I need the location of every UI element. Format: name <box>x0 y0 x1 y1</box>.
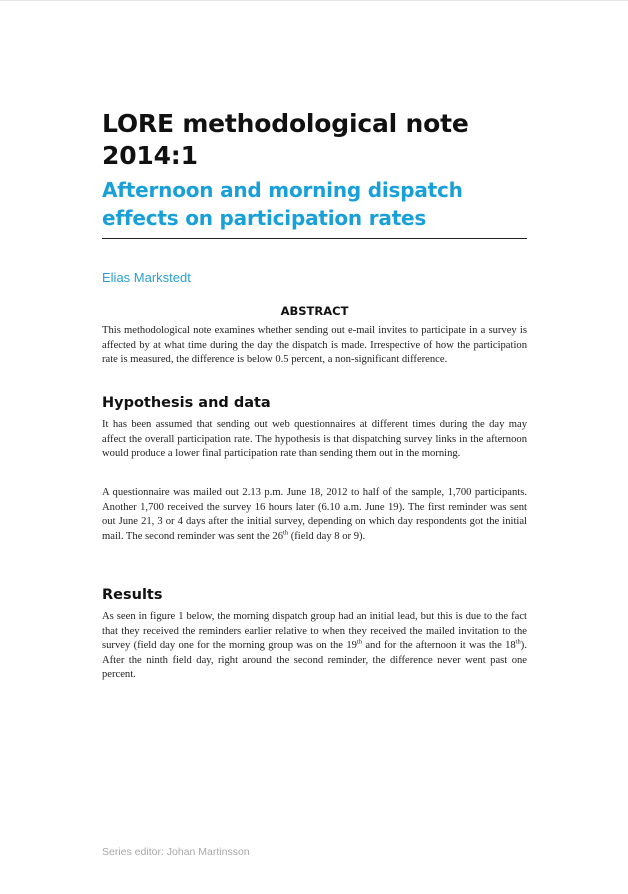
results-paragraph <box>102 610 527 683</box>
page-top-edge <box>0 0 628 1</box>
section-heading-hypothesis: Hypothesis and data <box>102 395 271 411</box>
paragraph-text: and for the afternoon it was the 18 <box>362 640 516 651</box>
abstract-heading: ABSTRACT <box>280 304 349 318</box>
paragraph-text: ). After the ninth field day, right around the second reminder, the difference never went past one percent. <box>102 640 527 680</box>
abstract-text: This methodological note examines whether sending out e-mail invites to participate in a survey is affected by at what time during the day the dispatch is made. Irrespective of how the participation rate is measured, the difference is below 0.5 percent, a non-significant difference. <box>102 325 527 365</box>
superscript: th <box>515 638 521 646</box>
series-editor-footer: Series editor: Johan Martinsson <box>102 846 250 858</box>
paragraph-text: As seen in figure 1 below, the morning dispatch group had an initial lead, but this is due to the fact that they received the reminders earlier relative to when they received the mailed invitation to the survey (field day one for the morning group was on the 19 <box>102 611 527 651</box>
document-subtitle: Afternoon and morning dispatch effects on participation rates <box>102 178 463 230</box>
section-heading-results: Results <box>102 587 163 603</box>
hypothesis-paragraph-1: It has been assumed that sending out web questionnaires at different times during the day may affect the overall participation rate. The hypothesis is that dispatching survey links in the afternoon would produce a lower final participation rate than sending them out in the morning. <box>102 419 527 459</box>
paragraph-text: A questionnaire was mailed out 2.13 p.m. June 18, 2012 to half of the sample, 1,700 participants. Another 1,700 received the survey 16 hours later (6.10 a.m. June 19). The first reminder was sent out June 21, 3 or 4 days after the initial survey, depending on which day respondents got the initial mail. The second reminder was sent the 26 <box>102 487 527 542</box>
superscript: th <box>283 528 289 536</box>
document-title: LORE methodological note 2014:1 <box>102 109 469 170</box>
hypothesis-paragraph-2 <box>102 486 527 544</box>
paragraph-text: (field day 8 or 9). <box>288 530 366 542</box>
author-name: Elias Markstedt <box>102 270 191 285</box>
title-divider <box>102 238 527 239</box>
superscript: th <box>356 638 362 646</box>
